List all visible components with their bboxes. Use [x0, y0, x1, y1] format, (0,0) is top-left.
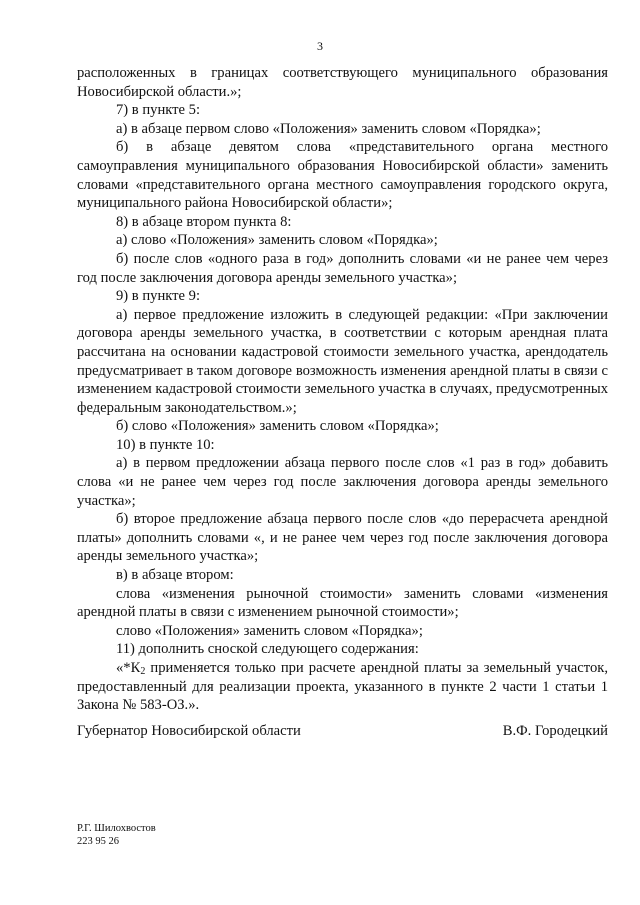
paragraph: слово «Положения» заменить словом «Порядка»;: [116, 622, 423, 639]
paragraph: б) после слов «одного раза в год» дополнить словами «и не ранее чем через год после заключения договора аренды земельного участка»;: [77, 250, 608, 286]
paragraph: б) в абзаце девятом слова «представительного органа местного самоуправления муниципального образования Новосибирской области» заменить словами «представительного органа местного самоуправления городского округа, муниципального района Новосибирской области»;: [77, 139, 608, 212]
executor-name: Р.Г. Шилохвостов: [77, 823, 156, 834]
page-number: 3: [317, 39, 323, 53]
paragraph: 7) в пункте 5:: [116, 102, 201, 119]
paragraph: расположенных в границах соответствующего муниципального образования Новосибирской области.»;: [77, 65, 608, 100]
paragraph: 10) в пункте 10:: [116, 436, 215, 453]
signatory-position: Губернатор Новосибирской области: [77, 723, 301, 739]
paragraph: а) в абзаце первом слово «Положения» заменить словом «Порядка»;: [116, 120, 541, 137]
paragraph: а) слово «Положения» заменить словом «Порядка»;: [116, 232, 438, 249]
paragraph: б) второе предложение абзаца первого после слов «до перерасчета арендной платы» дополнить словами «, и не ранее чем через год после заключения договора аренды земельного участка»;: [77, 511, 608, 565]
paragraph: 11) дополнить сноской следующего содержания:: [116, 641, 419, 658]
paragraph: 8) в абзаце втором пункта 8:: [116, 213, 292, 230]
signatory-name: В.Ф. Городецкий: [502, 723, 608, 739]
paragraph: а) в первом предложении абзаца первого после слов «1 раз в год» добавить слова «и не ранее чем через год после заключения договора аренды земельного участка»;: [77, 455, 608, 509]
footnote-paragraph: [77, 659, 608, 715]
executor-block: [77, 822, 156, 848]
paragraph: б) слово «Положения» заменить словом «Порядка»;: [116, 418, 439, 435]
paragraph: в) в абзаце втором:: [116, 567, 234, 584]
paragraph: а) первое предложение изложить в следующей редакции: «При заключении договора аренды земельного участка, в соответствии с которым арендная плата рассчитана на основании кадастровой стоимости земельного участка, арендодатель предусматривает в таком договоре возможность изменения арендной платы в связи с изменением кадастровой стоимости земельного участка в случаях, предусмотренных федеральным законодательством.»;: [77, 306, 608, 416]
document-body: [77, 64, 608, 715]
paragraph: 9) в пункте 9:: [116, 288, 201, 305]
executor-phone: 223 95 26: [77, 836, 119, 847]
footnote-prefix: «*К: [116, 660, 141, 676]
footnote-text: применяется только при расчете арендной платы за земельный участок, предоставленный для реализации проекта, указанного в пункте 2 части 1 статьи 1 Закона № 583-ОЗ.».: [77, 660, 608, 714]
footnote-subscript: 2: [140, 666, 146, 677]
paragraph: слова «изменения рыночной стоимости» заменить словами «изменения арендной платы в связи с изменением рыночной стоимости»;: [77, 585, 608, 621]
